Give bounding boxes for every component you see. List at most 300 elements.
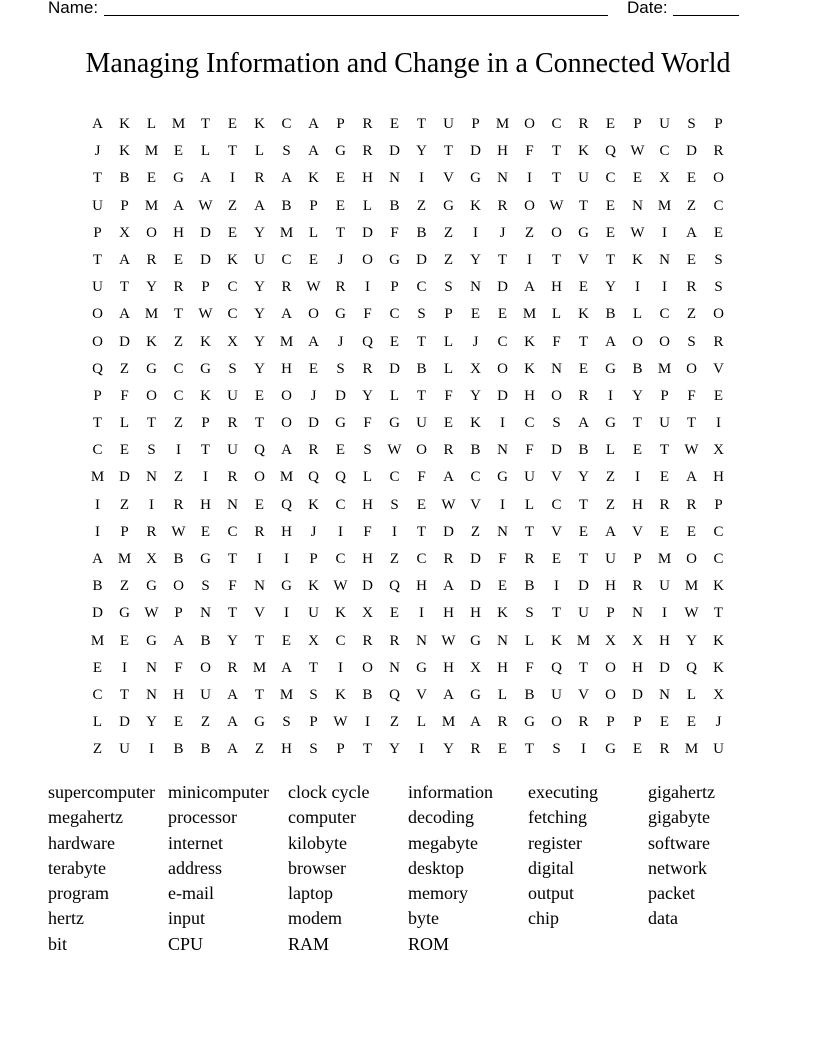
grid-cell: E — [254, 387, 265, 404]
grid-cell: H — [281, 523, 292, 540]
grid-cell: X — [713, 686, 724, 703]
grid-cell: M — [657, 197, 672, 214]
word-list-item: output — [528, 883, 575, 904]
grid-cell: L — [497, 686, 508, 703]
word-list-item: computer — [288, 807, 356, 828]
word-list-item: input — [168, 908, 206, 929]
grid-cell: N — [632, 197, 643, 214]
grid-cell: A — [92, 551, 103, 567]
word-list-item: e-mail — [168, 883, 214, 904]
grid-cell: S — [687, 116, 696, 132]
grid-cell: R — [524, 551, 535, 567]
grid-cell: R — [470, 741, 481, 758]
grid-cell: E — [443, 415, 454, 432]
grid-cell: O — [281, 415, 292, 432]
grid-cell: E — [119, 632, 130, 649]
word-list-item: internet — [168, 832, 223, 853]
grid-cell: U — [92, 197, 103, 214]
grid-cell: L — [254, 143, 265, 160]
grid-cell: I — [527, 251, 532, 268]
grid-cell: I — [203, 469, 208, 486]
grid-cell: S — [309, 741, 318, 758]
grid-cell: Q — [335, 469, 346, 486]
grid-cell: B — [470, 442, 481, 459]
grid-cell: M — [144, 197, 159, 214]
grid-cell: R — [362, 360, 373, 377]
grid-cell: P — [201, 279, 210, 296]
grid-cell: R — [389, 632, 400, 649]
grid-cell: O — [362, 659, 373, 676]
grid-cell: S — [336, 360, 345, 377]
grid-cell: F — [525, 442, 534, 459]
grid-cell: G — [389, 415, 400, 432]
word-list-item: hertz — [48, 908, 84, 929]
grid-cell: Y — [254, 224, 265, 241]
grid-cell: T — [227, 605, 238, 622]
grid-cell: R — [362, 116, 373, 132]
grid-cell: N — [389, 170, 400, 187]
grid-cell: Y — [686, 632, 697, 649]
grid-cell: L — [686, 686, 697, 703]
grid-cell: U — [659, 415, 670, 432]
word-list-item: memory — [408, 883, 468, 904]
grid-cell: K — [308, 496, 319, 513]
grid-cell: T — [578, 551, 589, 567]
grid-cell: N — [497, 442, 508, 459]
grid-cell: Z — [389, 551, 400, 567]
grid-cell: I — [608, 387, 613, 404]
grid-cell: X — [227, 333, 238, 350]
grid-cell: S — [444, 279, 453, 296]
grid-cell: B — [173, 551, 184, 567]
grid-cell: E — [578, 523, 589, 540]
grid-cell: T — [686, 415, 697, 432]
grid-cell: H — [497, 659, 508, 676]
grid-cell: A — [173, 197, 184, 214]
grid-cell: G — [470, 686, 481, 703]
grid-cell: D — [389, 360, 400, 377]
grid-cell: P — [633, 714, 642, 731]
grid-cell: F — [120, 387, 129, 404]
grid-cell: O — [146, 387, 157, 404]
grid-cell: I — [473, 224, 478, 241]
grid-cell: V — [713, 360, 724, 377]
grid-cell: K — [335, 605, 346, 622]
grid-cell: J — [499, 224, 506, 241]
grid-cell: A — [686, 224, 697, 241]
grid-cell: D — [119, 333, 130, 350]
grid-cell: U — [254, 251, 265, 268]
grid-cell: A — [227, 714, 238, 731]
grid-cell: D — [200, 224, 211, 241]
grid-cell: T — [227, 143, 238, 160]
grid-cell: V — [578, 251, 589, 268]
grid-cell: I — [662, 224, 667, 241]
word-list-item: software — [648, 832, 710, 853]
grid-cell: D — [497, 387, 508, 404]
grid-cell: N — [146, 659, 157, 676]
grid-cell: E — [200, 523, 211, 540]
grid-cell: T — [551, 605, 562, 622]
grid-cell: G — [389, 251, 400, 268]
grid-cell: K — [470, 197, 481, 214]
grid-cell: P — [309, 551, 318, 567]
grid-cell: C — [605, 170, 616, 187]
grid-cell: E — [632, 442, 643, 459]
grid-cell: G — [254, 714, 265, 731]
grid-cell: O — [524, 116, 535, 132]
grid-cell: R — [659, 741, 670, 758]
grid-cell: E — [659, 523, 670, 540]
grid-cell: O — [686, 360, 697, 377]
grid-cell: G — [200, 551, 211, 567]
grid-cell: R — [443, 551, 454, 567]
grid-cell: P — [390, 279, 399, 296]
grid-cell: Y — [443, 741, 454, 758]
grid-cell: T — [200, 116, 211, 132]
grid-cell: I — [392, 523, 397, 540]
grid-cell: D — [470, 143, 481, 160]
grid-cell: Y — [362, 387, 373, 404]
grid-cell: B — [605, 306, 616, 323]
grid-cell: N — [659, 686, 670, 703]
grid-cell: O — [173, 578, 184, 595]
grid-cell: N — [551, 360, 562, 377]
grid-cell: L — [308, 224, 319, 241]
grid-cell: R — [173, 496, 184, 513]
grid-cell: J — [715, 714, 722, 731]
grid-cell: H — [605, 578, 616, 595]
grid-cell: H — [281, 360, 292, 377]
grid-cell: S — [147, 442, 156, 459]
word-list-item: browser — [288, 857, 346, 878]
word-list-item: ROM — [408, 933, 450, 954]
grid-cell: U — [416, 415, 427, 432]
grid-cell: L — [605, 442, 616, 459]
grid-cell: G — [173, 170, 184, 187]
grid-cell: A — [443, 469, 454, 486]
grid-cell: E — [335, 442, 346, 459]
grid-cell: T — [146, 415, 157, 432]
grid-cell: I — [95, 496, 100, 513]
grid-cell: R — [227, 469, 238, 486]
grid-cell: T — [578, 659, 589, 676]
grid-cell: P — [309, 197, 318, 214]
grid-cell: F — [525, 143, 534, 160]
grid-cell: U — [605, 551, 616, 567]
word-list-item: processor — [168, 807, 237, 828]
grid-cell: G — [416, 659, 427, 676]
grid-cell: J — [94, 143, 101, 160]
grid-cell: T — [551, 170, 562, 187]
grid-cell: R — [254, 170, 265, 187]
grid-cell: O — [92, 306, 103, 323]
grid-cell: E — [632, 170, 643, 187]
grid-cell: V — [443, 170, 454, 187]
grid-cell: R — [659, 496, 670, 513]
grid-cell: T — [416, 333, 427, 350]
grid-cell: D — [362, 578, 373, 595]
grid-cell: L — [362, 197, 373, 214]
word-list-item: desktop — [408, 857, 464, 878]
grid-cell: B — [389, 197, 400, 214]
grid-cell: H — [281, 741, 292, 758]
grid-cell: A — [578, 415, 589, 432]
grid-cell: E — [227, 224, 238, 241]
grid-cell: B — [173, 741, 184, 758]
grid-cell: S — [363, 442, 372, 459]
grid-cell: L — [92, 714, 103, 731]
word-list-item: megahertz — [48, 807, 123, 828]
grid-cell: E — [497, 306, 508, 323]
header — [0, 0, 816, 20]
grid-cell: D — [470, 551, 481, 567]
grid-cell: S — [552, 741, 561, 758]
grid-cell: O — [713, 170, 724, 187]
grid-cell: G — [281, 578, 292, 595]
grid-cell: X — [362, 605, 373, 622]
grid-cell: T — [551, 251, 562, 268]
grid-cell: S — [309, 686, 318, 703]
grid-cell: U — [119, 741, 130, 758]
grid-cell: A — [524, 279, 535, 296]
grid-cell: A — [227, 741, 238, 758]
grid-cell: R — [173, 279, 184, 296]
grid-cell: C — [524, 415, 535, 432]
grid-cell: F — [687, 387, 696, 404]
grid-cell: E — [686, 251, 697, 268]
grid-cell: E — [605, 116, 616, 132]
grid-cell: W — [171, 523, 186, 540]
grid-cell: G — [578, 224, 589, 241]
grid-cell: P — [444, 306, 453, 323]
grid-cell: R — [686, 279, 697, 296]
grid-cell: G — [605, 415, 616, 432]
grid-cell: G — [335, 306, 346, 323]
grid-cell: M — [657, 360, 672, 377]
grid-cell: Q — [362, 333, 373, 350]
grid-cell: C — [470, 469, 481, 486]
grid-cell: Z — [227, 197, 238, 214]
grid-cell: S — [201, 578, 210, 595]
grid-cell: O — [551, 387, 562, 404]
grid-cell: P — [120, 523, 129, 540]
grid-cell: N — [200, 605, 211, 622]
grid-cell: K — [578, 143, 589, 160]
name-label: Name: — [48, 0, 99, 17]
grid-cell: T — [173, 306, 184, 323]
grid-cell: T — [119, 279, 130, 296]
grid-cell: M — [279, 333, 294, 350]
grid-cell: E — [713, 387, 724, 404]
grid-cell: E — [389, 116, 400, 132]
grid-cell: R — [227, 659, 238, 676]
grid-cell: G — [443, 197, 454, 214]
grid-cell: R — [335, 279, 346, 296]
grid-cell: A — [281, 170, 292, 187]
grid-cell: C — [551, 116, 562, 132]
grid-cell: U — [308, 605, 319, 622]
grid-cell: T — [119, 686, 130, 703]
grid-cell: T — [416, 523, 427, 540]
grid-cell: T — [416, 387, 427, 404]
grid-cell: L — [362, 469, 373, 486]
grid-cell: H — [470, 605, 481, 622]
grid-cell: K — [497, 605, 508, 622]
grid-cell: B — [200, 632, 211, 649]
grid-cell: N — [254, 578, 265, 595]
grid-cell: C — [713, 523, 724, 540]
grid-cell: R — [146, 523, 157, 540]
grid-cell: Y — [146, 714, 157, 731]
word-list-item: clock cycle — [288, 782, 370, 802]
grid-cell: M — [90, 469, 105, 486]
grid-cell: E — [173, 714, 184, 731]
grid-cell: B — [524, 578, 535, 595]
grid-cell: K — [713, 659, 724, 676]
grid-cell: C — [659, 306, 670, 323]
grid-cell: V — [578, 686, 589, 703]
grid-cell: A — [119, 251, 130, 268]
grid-cell: O — [551, 224, 562, 241]
grid-cell: G — [119, 605, 130, 622]
grid-cell: Z — [416, 197, 427, 214]
grid-cell: V — [470, 496, 481, 513]
grid-cell: C — [92, 442, 103, 459]
grid-cell: G — [335, 143, 346, 160]
grid-cell: H — [200, 496, 211, 513]
grid-cell: N — [632, 605, 643, 622]
grid-cell: E — [713, 224, 724, 241]
grid-cell: H — [362, 170, 373, 187]
grid-cell: A — [443, 686, 454, 703]
grid-cell: I — [176, 442, 181, 459]
grid-cell: Z — [173, 415, 184, 432]
grid-cell: M — [684, 741, 699, 758]
word-list-item: laptop — [288, 883, 333, 904]
grid-cell: T — [335, 224, 346, 241]
grid-cell: P — [606, 714, 615, 731]
grid-cell: B — [362, 686, 373, 703]
grid-cell: U — [713, 741, 724, 758]
grid-cell: J — [337, 333, 344, 350]
grid-cell: O — [308, 306, 319, 323]
grid-cell: E — [632, 741, 643, 758]
grid-cell: Y — [227, 632, 238, 649]
grid-cell: E — [335, 197, 346, 214]
grid-cell: C — [659, 143, 670, 160]
grid-cell: M — [90, 632, 105, 649]
grid-cell: I — [581, 741, 586, 758]
grid-cell: R — [146, 251, 157, 268]
grid-cell: Z — [119, 496, 130, 513]
grid-cell: S — [282, 143, 291, 160]
grid-cell: D — [389, 143, 400, 160]
grid-cell: E — [686, 523, 697, 540]
grid-cell: P — [336, 116, 345, 132]
grid-cell: Z — [119, 360, 130, 377]
grid-cell: E — [578, 279, 589, 296]
grid-cell: W — [198, 306, 213, 323]
grid-cell: T — [254, 686, 265, 703]
grid-cell: T — [605, 251, 616, 268]
grid-cell: E — [308, 251, 319, 268]
grid-cell: H — [443, 659, 454, 676]
grid-cell: P — [93, 224, 102, 241]
grid-cell: G — [146, 360, 157, 377]
word-list-item: address — [168, 857, 222, 878]
grid-cell: I — [419, 170, 424, 187]
grid-cell: G — [605, 360, 616, 377]
grid-cell: M — [279, 224, 294, 241]
grid-cell: E — [146, 170, 157, 187]
grid-cell: N — [146, 469, 157, 486]
grid-cell: R — [713, 333, 724, 350]
grid-cell: C — [389, 306, 400, 323]
grid-cell: E — [605, 224, 616, 241]
grid-cell: R — [443, 442, 454, 459]
grid-cell: R — [308, 442, 319, 459]
grid-cell: U — [524, 469, 535, 486]
word-list-item: fetching — [528, 807, 587, 828]
grid-cell: I — [149, 496, 154, 513]
grid-cell: D — [632, 686, 643, 703]
grid-cell: C — [416, 551, 427, 567]
grid-cell: O — [686, 551, 697, 567]
grid-cell: M — [279, 686, 294, 703]
grid-cell: T — [497, 251, 508, 268]
grid-cell: G — [497, 469, 508, 486]
grid-cell: G — [335, 415, 346, 432]
grid-cell: V — [416, 686, 427, 703]
grid-cell: A — [443, 578, 454, 595]
grid-cell: F — [525, 659, 534, 676]
grid-cell: M — [657, 551, 672, 567]
grid-cell: I — [338, 659, 343, 676]
grid-cell: C — [713, 197, 724, 214]
grid-cell: G — [470, 632, 481, 649]
grid-cell: T — [92, 251, 103, 268]
grid-cell: X — [632, 632, 643, 649]
grid-cell: O — [605, 659, 616, 676]
grid-cell: V — [632, 523, 643, 540]
grid-cell: I — [527, 170, 532, 187]
word-list-item: decoding — [408, 807, 474, 828]
grid-cell: R — [713, 143, 724, 160]
grid-cell: L — [551, 306, 562, 323]
grid-cell: M — [252, 659, 267, 676]
grid-cell: N — [227, 496, 238, 513]
grid-cell: J — [337, 251, 344, 268]
grid-cell: Y — [146, 279, 157, 296]
grid-cell: W — [198, 197, 213, 214]
grid-cell: U — [227, 387, 238, 404]
grid-cell: Z — [254, 741, 265, 758]
grid-cell: V — [551, 469, 562, 486]
grid-cell: O — [713, 306, 724, 323]
grid-cell: Z — [443, 251, 454, 268]
grid-cell: M — [522, 306, 537, 323]
grid-cell: T — [254, 415, 265, 432]
grid-cell: H — [362, 551, 373, 567]
grid-cell: V — [254, 605, 265, 622]
grid-cell: R — [686, 496, 697, 513]
grid-cell: Q — [254, 442, 265, 459]
grid-cell: K — [200, 387, 211, 404]
grid-cell: Z — [605, 496, 616, 513]
grid-cell: F — [363, 306, 372, 323]
grid-cell: D — [497, 279, 508, 296]
